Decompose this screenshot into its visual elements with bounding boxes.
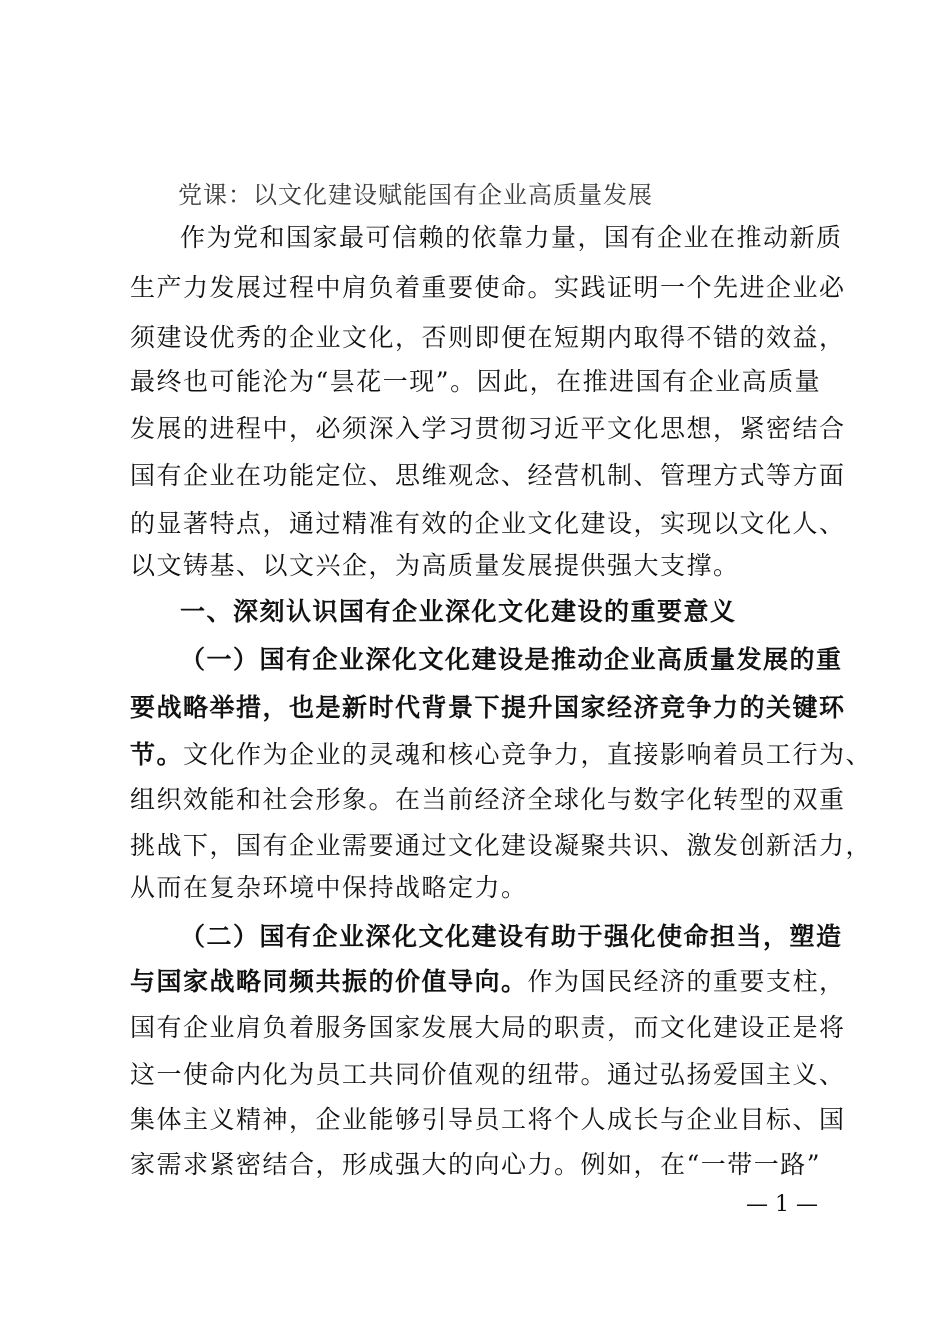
para1-line: 从而在复杂环境中保持战略定力。 bbox=[130, 873, 528, 902]
para2-line: 家需求紧密结合，形成强大的向心力。例如，在“一带一路” bbox=[130, 1150, 822, 1179]
para1-line: 挑战下，国有企业需要通过文化建设凝聚共识、激发创新活力， bbox=[130, 831, 873, 860]
para1-mixed-line bbox=[130, 735, 873, 775]
page-number: — 1 — bbox=[746, 1192, 818, 1217]
para2-bold-end: 与国家战略同频共振的价值导向。 bbox=[130, 967, 528, 996]
section-heading: 一、深刻认识国有企业深化文化建设的重要意义 bbox=[180, 597, 737, 626]
para1-bold-end: 节。 bbox=[130, 740, 184, 769]
intro-line: 以文铸基、以文兴企，为高质量发展提供强大支撑。 bbox=[130, 551, 740, 580]
intro-line: 须建设优秀的企业文化，否则即便在短期内取得不错的效益， bbox=[130, 323, 846, 352]
para2-bold-line: （二）国有企业深化文化建设有助于强化使命担当，塑造 bbox=[180, 922, 843, 951]
intro-line: 生产力发展过程中肩负着重要使命。实践证明一个先进企业必 bbox=[130, 273, 846, 302]
para2-mixed-line bbox=[130, 962, 846, 1002]
para1-bold-line: 要战略举措，也是新时代背景下提升国家经济竞争力的关键环 bbox=[130, 693, 846, 722]
para1-line: 组织效能和社会形象。在当前经济全球化与数字化转型的双重 bbox=[130, 785, 846, 814]
para2-line-rest: 作为国民经济的重要支柱， bbox=[527, 967, 846, 996]
intro-line: 最终也可能沦为“昙花一现”。因此，在推进国有企业高质量 bbox=[130, 367, 822, 396]
document-subtitle: 党课：以文化建设赋能国有企业高质量发展 bbox=[178, 181, 653, 209]
para1-bold-line: （一）国有企业深化文化建设是推动企业高质量发展的重 bbox=[180, 645, 843, 674]
intro-line: 发展的进程中，必须深入学习贯彻习近平文化思想，紧密结合 bbox=[130, 414, 846, 443]
para2-line: 集体主义精神，企业能够引导员工将个人成长与企业目标、国 bbox=[130, 1105, 846, 1134]
para2-line: 国有企业肩负着服务国家发展大局的职责，而文化建设正是将 bbox=[130, 1013, 846, 1042]
para1-line-rest: 文化作为企业的灵魂和核心竞争力，直接影响着员工行为、 bbox=[183, 740, 873, 769]
para2-line: 这一使命内化为员工共同价值观的纽带。通过弘扬爱国主义、 bbox=[130, 1060, 846, 1089]
intro-line: 的显著特点，通过精准有效的企业文化建设，实现以文化人、 bbox=[130, 509, 846, 538]
intro-line: 作为党和国家最可信赖的依靠力量，国有企业在推动新质 bbox=[180, 223, 843, 252]
intro-line: 国有企业在功能定位、思维观念、经营机制、管理方式等方面 bbox=[130, 461, 846, 490]
